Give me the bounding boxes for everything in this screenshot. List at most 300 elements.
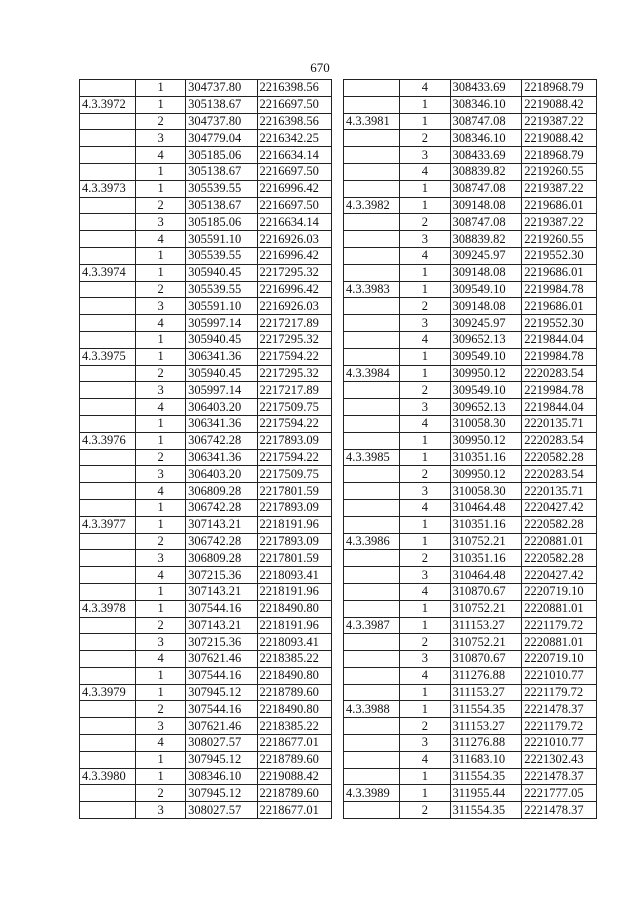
parcel-id-cell (344, 751, 400, 768)
y-coordinate-cell: 2219552.30 (522, 315, 597, 332)
y-coordinate-cell: 2221179.72 (522, 718, 597, 735)
x-coordinate-cell: 307945.12 (186, 684, 257, 701)
x-coordinate-cell: 308027.57 (186, 735, 257, 752)
point-number-cell: 1 (136, 684, 186, 701)
y-coordinate-cell: 2219984.78 (522, 281, 597, 298)
y-coordinate-cell: 2216926.03 (257, 231, 332, 248)
parcel-id-cell (344, 550, 400, 567)
x-coordinate-cell: 308433.69 (450, 80, 522, 97)
parcel-id-cell: 4.3.3987 (344, 617, 400, 634)
parcel-id-cell: 4.3.3979 (80, 684, 136, 701)
point-number-cell: 3 (400, 735, 450, 752)
point-number-cell: 1 (136, 768, 186, 785)
x-coordinate-cell: 306809.28 (186, 550, 257, 567)
point-number-cell: 1 (400, 600, 450, 617)
table-row (80, 415, 332, 432)
table-row (344, 197, 597, 214)
parcel-id-cell (344, 214, 400, 231)
parcel-id-cell (344, 382, 400, 399)
x-coordinate-cell: 310870.67 (450, 583, 522, 600)
point-number-cell: 3 (400, 567, 450, 584)
point-number-cell: 4 (136, 483, 186, 500)
point-number-cell: 3 (400, 651, 450, 668)
table-row (80, 348, 332, 365)
point-number-cell: 4 (400, 247, 450, 264)
y-coordinate-cell: 2220881.01 (522, 533, 597, 550)
parcel-id-cell (80, 415, 136, 432)
table-row (80, 247, 332, 264)
parcel-id-cell (344, 567, 400, 584)
table-row (80, 80, 332, 97)
table-row (80, 331, 332, 348)
x-coordinate-cell: 305940.45 (186, 365, 257, 382)
y-coordinate-cell: 2217295.32 (257, 264, 332, 281)
parcel-id-cell (80, 399, 136, 416)
y-coordinate-cell: 2221179.72 (522, 684, 597, 701)
x-coordinate-cell: 307215.36 (186, 634, 257, 651)
point-number-cell: 2 (400, 634, 450, 651)
coordinate-table-left (79, 79, 332, 819)
table-row (344, 802, 597, 819)
x-coordinate-cell: 310351.16 (450, 449, 522, 466)
point-number-cell: 2 (400, 718, 450, 735)
point-number-cell: 1 (400, 281, 450, 298)
y-coordinate-cell: 2220719.10 (522, 651, 597, 668)
point-number-cell: 4 (400, 415, 450, 432)
x-coordinate-cell: 305138.67 (186, 197, 257, 214)
table-row (344, 130, 597, 147)
parcel-id-cell (344, 735, 400, 752)
point-number-cell: 1 (400, 432, 450, 449)
parcel-id-cell (80, 331, 136, 348)
y-coordinate-cell: 2217509.75 (257, 466, 332, 483)
coordinate-table-left-body (80, 80, 332, 819)
y-coordinate-cell: 2217594.22 (257, 348, 332, 365)
point-number-cell: 4 (136, 147, 186, 164)
table-row (80, 634, 332, 651)
x-coordinate-cell: 310464.48 (450, 567, 522, 584)
x-coordinate-cell: 311153.27 (450, 684, 522, 701)
y-coordinate-cell: 2217295.32 (257, 365, 332, 382)
x-coordinate-cell: 310752.21 (450, 634, 522, 651)
y-coordinate-cell: 2218385.22 (257, 651, 332, 668)
x-coordinate-cell: 305591.10 (186, 231, 257, 248)
y-coordinate-cell: 2218093.41 (257, 567, 332, 584)
table-row (80, 382, 332, 399)
parcel-id-cell (80, 130, 136, 147)
x-coordinate-cell: 311276.88 (450, 735, 522, 752)
point-number-cell: 4 (136, 231, 186, 248)
x-coordinate-cell: 308346.10 (186, 768, 257, 785)
parcel-id-cell (80, 231, 136, 248)
table-row (344, 163, 597, 180)
parcel-id-cell (344, 634, 400, 651)
table-row (344, 768, 597, 785)
parcel-id-cell: 4.3.3972 (80, 96, 136, 113)
x-coordinate-cell: 311955.44 (450, 785, 522, 802)
x-coordinate-cell: 311276.88 (450, 667, 522, 684)
x-coordinate-cell: 310351.16 (450, 516, 522, 533)
table-row (344, 600, 597, 617)
y-coordinate-cell: 2217594.22 (257, 415, 332, 432)
y-coordinate-cell: 2217594.22 (257, 449, 332, 466)
point-number-cell: 1 (136, 516, 186, 533)
x-coordinate-cell: 306403.20 (186, 466, 257, 483)
parcel-id-cell (80, 499, 136, 516)
x-coordinate-cell: 310464.48 (450, 499, 522, 516)
parcel-id-cell (344, 399, 400, 416)
parcel-id-cell (80, 113, 136, 130)
y-coordinate-cell: 2219387.22 (522, 214, 597, 231)
point-number-cell: 1 (136, 499, 186, 516)
point-number-cell: 2 (400, 550, 450, 567)
y-coordinate-cell: 2219984.78 (522, 382, 597, 399)
table-row (80, 701, 332, 718)
table-row (80, 231, 332, 248)
table-row (80, 96, 332, 113)
y-coordinate-cell: 2220283.54 (522, 432, 597, 449)
y-coordinate-cell: 2219552.30 (522, 247, 597, 264)
parcel-id-cell: 4.3.3982 (344, 197, 400, 214)
x-coordinate-cell: 308346.10 (450, 96, 522, 113)
point-number-cell: 3 (400, 315, 450, 332)
x-coordinate-cell: 311153.27 (450, 617, 522, 634)
y-coordinate-cell: 2219686.01 (522, 298, 597, 315)
point-number-cell: 2 (136, 701, 186, 718)
parcel-id-cell (80, 382, 136, 399)
table-row (80, 214, 332, 231)
y-coordinate-cell: 2220283.54 (522, 466, 597, 483)
table-row (344, 432, 597, 449)
point-number-cell: 1 (400, 785, 450, 802)
table-row (344, 298, 597, 315)
table-row (344, 231, 597, 248)
x-coordinate-cell: 306341.36 (186, 415, 257, 432)
y-coordinate-cell: 2220881.01 (522, 600, 597, 617)
table-row (344, 516, 597, 533)
parcel-id-cell (80, 701, 136, 718)
table-row (344, 247, 597, 264)
point-number-cell: 4 (400, 751, 450, 768)
y-coordinate-cell: 2216996.42 (257, 281, 332, 298)
parcel-id-cell (344, 415, 400, 432)
y-coordinate-cell: 2216634.14 (257, 214, 332, 231)
point-number-cell: 2 (136, 533, 186, 550)
parcel-id-cell (344, 768, 400, 785)
table-row (344, 651, 597, 668)
parcel-id-cell (344, 684, 400, 701)
x-coordinate-cell: 309950.12 (450, 365, 522, 382)
point-number-cell: 1 (400, 617, 450, 634)
y-coordinate-cell: 2218968.79 (522, 147, 597, 164)
y-coordinate-cell: 2216398.56 (257, 113, 332, 130)
x-coordinate-cell: 307143.21 (186, 583, 257, 600)
x-coordinate-cell: 309549.10 (450, 382, 522, 399)
y-coordinate-cell: 2221179.72 (522, 617, 597, 634)
point-number-cell: 1 (400, 96, 450, 113)
point-number-cell: 4 (400, 499, 450, 516)
x-coordinate-cell: 305940.45 (186, 264, 257, 281)
x-coordinate-cell: 304737.80 (186, 113, 257, 130)
table-row (80, 298, 332, 315)
y-coordinate-cell: 2217801.59 (257, 483, 332, 500)
x-coordinate-cell: 307544.16 (186, 667, 257, 684)
x-coordinate-cell: 307621.46 (186, 651, 257, 668)
x-coordinate-cell: 311554.35 (450, 768, 522, 785)
table-row (80, 583, 332, 600)
point-number-cell: 1 (400, 365, 450, 382)
table-row (344, 701, 597, 718)
table-row (80, 180, 332, 197)
y-coordinate-cell: 2218677.01 (257, 735, 332, 752)
point-number-cell: 3 (136, 634, 186, 651)
y-coordinate-cell: 2216697.50 (257, 163, 332, 180)
table-row (344, 634, 597, 651)
point-number-cell: 2 (136, 785, 186, 802)
point-number-cell: 1 (136, 180, 186, 197)
table-row (344, 735, 597, 752)
y-coordinate-cell: 2219088.42 (522, 96, 597, 113)
table-row (80, 651, 332, 668)
parcel-id-cell (80, 567, 136, 584)
y-coordinate-cell: 2221302.43 (522, 751, 597, 768)
table-row (344, 80, 597, 97)
point-number-cell: 2 (136, 365, 186, 382)
parcel-id-cell (344, 231, 400, 248)
table-row (80, 113, 332, 130)
table-row (80, 768, 332, 785)
point-number-cell: 1 (136, 80, 186, 97)
x-coordinate-cell: 310870.67 (450, 651, 522, 668)
x-coordinate-cell: 305997.14 (186, 315, 257, 332)
x-coordinate-cell: 311683.10 (450, 751, 522, 768)
y-coordinate-cell: 2218191.96 (257, 516, 332, 533)
parcel-id-cell (80, 802, 136, 819)
y-coordinate-cell: 2217801.59 (257, 550, 332, 567)
table-row (80, 483, 332, 500)
point-number-cell: 4 (136, 651, 186, 668)
table-row (344, 147, 597, 164)
y-coordinate-cell: 2217217.89 (257, 382, 332, 399)
x-coordinate-cell: 309549.10 (450, 281, 522, 298)
parcel-id-cell (344, 802, 400, 819)
y-coordinate-cell: 2218789.60 (257, 785, 332, 802)
parcel-id-cell (80, 365, 136, 382)
parcel-id-cell (80, 449, 136, 466)
parcel-id-cell (344, 667, 400, 684)
y-coordinate-cell: 2218789.60 (257, 751, 332, 768)
x-coordinate-cell: 307544.16 (186, 600, 257, 617)
y-coordinate-cell: 2220881.01 (522, 634, 597, 651)
point-number-cell: 1 (136, 583, 186, 600)
point-number-cell: 1 (136, 751, 186, 768)
point-number-cell: 1 (400, 197, 450, 214)
x-coordinate-cell: 309148.08 (450, 197, 522, 214)
point-number-cell: 2 (400, 466, 450, 483)
x-coordinate-cell: 308839.82 (450, 231, 522, 248)
parcel-id-cell (80, 247, 136, 264)
x-coordinate-cell: 309148.08 (450, 298, 522, 315)
y-coordinate-cell: 2221478.37 (522, 768, 597, 785)
x-coordinate-cell: 309652.13 (450, 331, 522, 348)
table-row (80, 197, 332, 214)
parcel-id-cell: 4.3.3983 (344, 281, 400, 298)
x-coordinate-cell: 305539.55 (186, 247, 257, 264)
point-number-cell: 1 (400, 701, 450, 718)
table-row (344, 583, 597, 600)
table-row (344, 667, 597, 684)
parcel-id-cell: 4.3.3980 (80, 768, 136, 785)
parcel-id-cell (80, 298, 136, 315)
y-coordinate-cell: 2218677.01 (257, 802, 332, 819)
y-coordinate-cell: 2219686.01 (522, 197, 597, 214)
table-row (344, 466, 597, 483)
table-row (344, 533, 597, 550)
y-coordinate-cell: 2220135.71 (522, 415, 597, 432)
table-row (80, 147, 332, 164)
x-coordinate-cell: 305138.67 (186, 96, 257, 113)
y-coordinate-cell: 2217893.09 (257, 432, 332, 449)
parcel-id-cell (80, 533, 136, 550)
point-number-cell: 1 (400, 768, 450, 785)
parcel-id-cell (344, 315, 400, 332)
x-coordinate-cell: 306341.36 (186, 348, 257, 365)
y-coordinate-cell: 2219686.01 (522, 264, 597, 281)
y-coordinate-cell: 2221777.05 (522, 785, 597, 802)
x-coordinate-cell: 309549.10 (450, 348, 522, 365)
parcel-id-cell (80, 163, 136, 180)
parcel-id-cell: 4.3.3989 (344, 785, 400, 802)
point-number-cell: 3 (400, 231, 450, 248)
parcel-id-cell (80, 751, 136, 768)
parcel-id-cell (344, 516, 400, 533)
parcel-id-cell (344, 348, 400, 365)
y-coordinate-cell: 2219260.55 (522, 231, 597, 248)
x-coordinate-cell: 305539.55 (186, 180, 257, 197)
table-row (344, 399, 597, 416)
table-row (80, 600, 332, 617)
point-number-cell: 1 (136, 247, 186, 264)
table-row (344, 281, 597, 298)
y-coordinate-cell: 2219260.55 (522, 163, 597, 180)
point-number-cell: 3 (136, 214, 186, 231)
y-coordinate-cell: 2218490.80 (257, 600, 332, 617)
y-coordinate-cell: 2216398.56 (257, 80, 332, 97)
point-number-cell: 3 (136, 550, 186, 567)
x-coordinate-cell: 308027.57 (186, 802, 257, 819)
y-coordinate-cell: 2221478.37 (522, 802, 597, 819)
table-row (80, 466, 332, 483)
point-number-cell: 1 (400, 533, 450, 550)
parcel-id-cell: 4.3.3984 (344, 365, 400, 382)
y-coordinate-cell: 2218490.80 (257, 667, 332, 684)
point-number-cell: 4 (136, 735, 186, 752)
table-row (344, 96, 597, 113)
y-coordinate-cell: 2218093.41 (257, 634, 332, 651)
table-row (344, 331, 597, 348)
parcel-id-cell (80, 634, 136, 651)
x-coordinate-cell: 310752.21 (450, 533, 522, 550)
point-number-cell: 1 (136, 96, 186, 113)
parcel-id-cell (344, 298, 400, 315)
table-row (80, 264, 332, 281)
parcel-id-cell (344, 466, 400, 483)
coordinate-table-right (343, 79, 597, 819)
table-row (344, 365, 597, 382)
y-coordinate-cell: 2220427.42 (522, 499, 597, 516)
parcel-id-cell: 4.3.3981 (344, 113, 400, 130)
table-row (344, 684, 597, 701)
point-number-cell: 3 (136, 298, 186, 315)
parcel-id-cell (344, 180, 400, 197)
y-coordinate-cell: 2218968.79 (522, 80, 597, 97)
parcel-id-cell (344, 264, 400, 281)
x-coordinate-cell: 306742.28 (186, 432, 257, 449)
point-number-cell: 3 (136, 382, 186, 399)
x-coordinate-cell: 308747.08 (450, 113, 522, 130)
table-row (80, 785, 332, 802)
table-row (80, 684, 332, 701)
point-number-cell: 1 (400, 113, 450, 130)
x-coordinate-cell: 309245.97 (450, 247, 522, 264)
point-number-cell: 1 (136, 331, 186, 348)
point-number-cell: 1 (136, 348, 186, 365)
y-coordinate-cell: 2220582.28 (522, 449, 597, 466)
point-number-cell: 1 (400, 684, 450, 701)
parcel-id-cell (344, 331, 400, 348)
x-coordinate-cell: 307143.21 (186, 516, 257, 533)
y-coordinate-cell: 2221010.77 (522, 735, 597, 752)
point-number-cell: 3 (400, 147, 450, 164)
table-row (344, 415, 597, 432)
point-number-cell: 2 (136, 197, 186, 214)
table-row (344, 617, 597, 634)
parcel-id-cell (80, 735, 136, 752)
point-number-cell: 2 (136, 113, 186, 130)
point-number-cell: 1 (136, 163, 186, 180)
y-coordinate-cell: 2219088.42 (257, 768, 332, 785)
table-row (80, 399, 332, 416)
x-coordinate-cell: 310351.16 (450, 550, 522, 567)
parcel-id-cell (80, 466, 136, 483)
table-row (80, 130, 332, 147)
table-row (80, 432, 332, 449)
y-coordinate-cell: 2221478.37 (522, 701, 597, 718)
y-coordinate-cell: 2219844.04 (522, 331, 597, 348)
table-row (80, 718, 332, 735)
y-coordinate-cell: 2217893.09 (257, 533, 332, 550)
table-row (344, 348, 597, 365)
point-number-cell: 1 (136, 415, 186, 432)
table-row (344, 382, 597, 399)
point-number-cell: 4 (136, 315, 186, 332)
y-coordinate-cell: 2218191.96 (257, 617, 332, 634)
y-coordinate-cell: 2220582.28 (522, 550, 597, 567)
parcel-id-cell: 4.3.3978 (80, 600, 136, 617)
parcel-id-cell: 4.3.3976 (80, 432, 136, 449)
parcel-id-cell: 4.3.3985 (344, 449, 400, 466)
point-number-cell: 2 (136, 281, 186, 298)
parcel-id-cell: 4.3.3988 (344, 701, 400, 718)
point-number-cell: 4 (136, 399, 186, 416)
x-coordinate-cell: 311554.35 (450, 701, 522, 718)
parcel-id-cell (80, 651, 136, 668)
table-row (344, 785, 597, 802)
x-coordinate-cell: 304737.80 (186, 80, 257, 97)
parcel-id-cell: 4.3.3973 (80, 180, 136, 197)
y-coordinate-cell: 2216697.50 (257, 197, 332, 214)
y-coordinate-cell: 2216634.14 (257, 147, 332, 164)
